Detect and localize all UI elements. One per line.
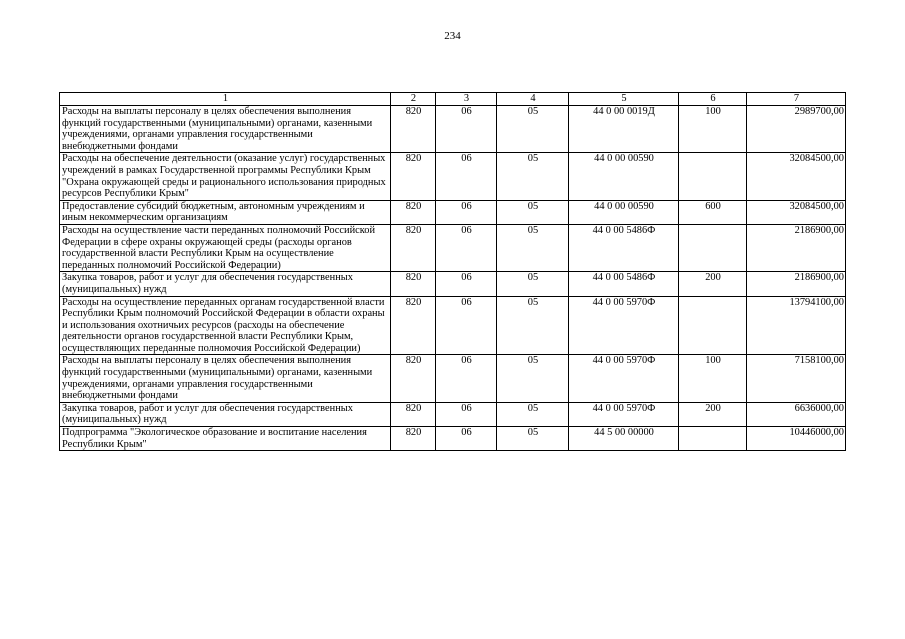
row-section: 06 — [436, 296, 497, 355]
row-name: Предоставление субсидий бюджетным, автономным учреждениям и иным некоммерческим организациям — [60, 200, 391, 224]
row-section: 06 — [436, 200, 497, 224]
row-amount: 2186900,00 — [747, 224, 846, 271]
row-section: 06 — [436, 402, 497, 426]
row-code: 820 — [391, 106, 436, 153]
row-amount: 13794100,00 — [747, 296, 846, 355]
row-name: Расходы на осуществление переданных органам государственной власти Республики Крым полномочий Российской Федерации в области охраны и использования охотничьих ресурсов (расходы на обеспечение деятельности органов государственной власти Республики Крым, осуществляющих переданные полномочия Российской Федерации) — [60, 296, 391, 355]
row-amount: 10446000,00 — [747, 427, 846, 451]
row-subsection: 05 — [497, 106, 569, 153]
row-section: 06 — [436, 427, 497, 451]
page-number: 234 — [444, 30, 461, 42]
row-code: 820 — [391, 224, 436, 271]
row-section: 06 — [436, 153, 497, 200]
row-name: Подпрограмма "Экологическое образование и воспитание населения Республики Крым" — [60, 427, 391, 451]
header-cell-1: 1 — [60, 93, 391, 106]
table-row — [60, 427, 846, 451]
row-subsection: 05 — [497, 224, 569, 271]
row-section: 06 — [436, 272, 497, 296]
row-subsection: 05 — [497, 427, 569, 451]
row-target: 44 0 00 5970Ф — [569, 296, 679, 355]
row-target: 44 0 00 5970Ф — [569, 402, 679, 426]
row-type: 600 — [679, 200, 747, 224]
budget-table — [59, 92, 846, 451]
row-type — [679, 153, 747, 200]
row-amount: 2989700,00 — [747, 106, 846, 153]
row-amount: 6636000,00 — [747, 402, 846, 426]
row-type: 100 — [679, 106, 747, 153]
row-name: Расходы на осуществление части переданных полномочий Российской Федерации в сфере охраны окружающей среды (расходы органов государственной власти Республики Крым на осуществление переданных полномочий Российской Федерации) — [60, 224, 391, 271]
row-subsection: 05 — [497, 355, 569, 402]
row-code: 820 — [391, 272, 436, 296]
header-cell-2: 2 — [391, 93, 436, 106]
row-target: 44 5 00 00000 — [569, 427, 679, 451]
row-code: 820 — [391, 355, 436, 402]
row-subsection: 05 — [497, 272, 569, 296]
row-name: Расходы на выплаты персоналу в целях обеспечения выполнения функций государственными (муниципальными) органами, казенными учреждениями, органами управления государственными внебюджетными фондами — [60, 355, 391, 402]
row-type: 100 — [679, 355, 747, 402]
row-type — [679, 296, 747, 355]
table-row — [60, 402, 846, 426]
row-name: Расходы на обеспечение деятельности (оказание услуг) государственных учреждений в рамках Государственной программы Республики Крым "Охрана окружающей среды и рационального использования природных ресурсов Республики Крым" — [60, 153, 391, 200]
row-amount: 32084500,00 — [747, 200, 846, 224]
row-target: 44 0 00 5970Ф — [569, 355, 679, 402]
header-cell-5: 5 — [569, 93, 679, 106]
row-subsection: 05 — [497, 153, 569, 200]
row-target: 44 0 00 5486Ф — [569, 224, 679, 271]
row-name: Расходы на выплаты персоналу в целях обеспечения выполнения функций государственными (муниципальными) органами, казенными учреждениями, органами управления государственными внебюджетными фондами — [60, 106, 391, 153]
row-name: Закупка товаров, работ и услуг для обеспечения государственных (муниципальных) нужд — [60, 402, 391, 426]
table-row — [60, 224, 846, 271]
row-type — [679, 427, 747, 451]
row-code: 820 — [391, 153, 436, 200]
row-target: 44 0 00 0019Д — [569, 106, 679, 153]
row-name: Закупка товаров, работ и услуг для обеспечения государственных (муниципальных) нужд — [60, 272, 391, 296]
row-amount: 32084500,00 — [747, 153, 846, 200]
row-code: 820 — [391, 296, 436, 355]
row-amount: 2186900,00 — [747, 272, 846, 296]
header-cell-4: 4 — [497, 93, 569, 106]
row-subsection: 05 — [497, 200, 569, 224]
row-section: 06 — [436, 106, 497, 153]
row-target: 44 0 00 00590 — [569, 200, 679, 224]
row-section: 06 — [436, 355, 497, 402]
header-row — [60, 93, 846, 106]
row-target: 44 0 00 5486Ф — [569, 272, 679, 296]
header-cell-7: 7 — [747, 93, 846, 106]
row-target: 44 0 00 00590 — [569, 153, 679, 200]
table-row — [60, 153, 846, 200]
header-cell-6: 6 — [679, 93, 747, 106]
table-row — [60, 296, 846, 355]
table-row — [60, 200, 846, 224]
row-code: 820 — [391, 427, 436, 451]
table-row — [60, 106, 846, 153]
row-type: 200 — [679, 272, 747, 296]
row-amount: 7158100,00 — [747, 355, 846, 402]
table-row — [60, 355, 846, 402]
row-subsection: 05 — [497, 296, 569, 355]
row-section: 06 — [436, 224, 497, 271]
row-type — [679, 224, 747, 271]
table-row — [60, 272, 846, 296]
header-cell-3: 3 — [436, 93, 497, 106]
row-code: 820 — [391, 402, 436, 426]
row-subsection: 05 — [497, 402, 569, 426]
row-code: 820 — [391, 200, 436, 224]
row-type: 200 — [679, 402, 747, 426]
